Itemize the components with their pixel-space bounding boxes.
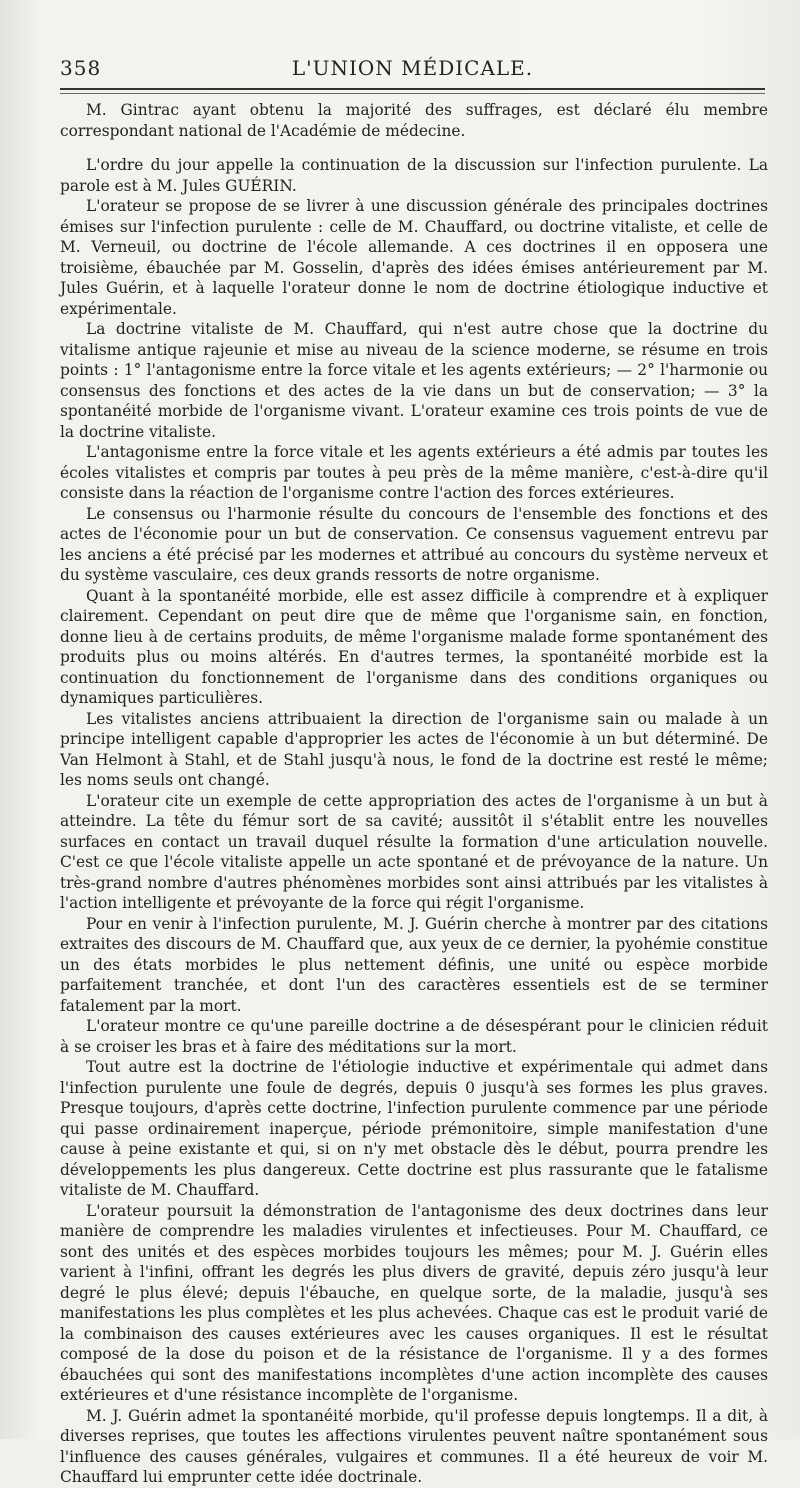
page-number: 358 [60, 56, 102, 80]
paragraph: L'antagonisme entre la force vitale et les agents extérieurs a été admis par toutes les écoles vitalistes et compris par toutes à peu près de la même manière, c'est-à-dire qu'il consiste dans la réaction de l'organisme contre l'action des forces extérieures. [60, 443, 768, 502]
paragraph: Les vitalistes anciens attribuaient la direction de l'organisme sain ou malade à un principe intelligent capable d'approprier les actes de l'économie à un but déterminé. De Van Helmont à Stahl, et de Stahl jusqu'à nous, le fond de la doctrine est resté le même; les noms seuls ont changé. [60, 709, 768, 789]
paragraph: Quant à la spontanéité morbide, elle est assez difficile à comprendre et à expliquer clairement. Cependant on peut dire que de même que l'organisme sain, en fonction, donne lieu à de certains produits, de même l'organisme malade forme spontanément des produits plus ou moins altérés. En d'autres termes, la spontanéité morbide est la continuation du fonctionnement de l'organisme dans des conditions organiques ou dynamiques particulières. [60, 586, 768, 707]
paragraph: Pour en venir à l'infection purulente, M. J. Guérin cherche à montrer par des citations extraites des discours de M. Chauffard que, aux yeux de ce dernier, la pyohémie constitue un des états morbides le plus nettement définis, une unité ou espèce morbide parfaitement tranchée, et dont l'un des caractères essentiels est de se terminer fatalement par la mort. [60, 914, 768, 1015]
article-body [60, 100, 768, 1488]
paragraph: M. J. Guérin admet la spontanéité morbide, qu'il professe depuis longtemps. Il a dit, à diverses reprises, que toutes les affections virulentes peuvent naître spontanément sous l'influence des causes générales, vulgaires et communes. Il a été heureux de voir M. Chauffard lui emprunter cette idée doctrinale. [60, 1406, 768, 1486]
paragraph: La doctrine vitaliste de M. Chauffard, qui n'est autre chose que la doctrine du vitalisme antique rajeunie et mise au niveau de la science moderne, se résume en trois points : 1° l'antagonisme entre la force vitale et les agents extérieurs; — 2° l'harmonie ou consensus des fonctions et des actes de la vie dans un but de conservation; — 3° la spontanéité morbide de l'organisme vivant. L'orateur examine ces trois points de vue de la doctrine vitaliste. [60, 320, 768, 441]
paragraph: L'orateur montre ce qu'une pareille doctrine a de désespérant pour le clinicien réduit à se croiser les bras et à faire des méditations sur la mort. [60, 1017, 768, 1056]
running-title: L'UNION MÉDICALE. [291, 56, 534, 80]
header-rule-thin [60, 93, 765, 94]
paragraph: L'ordre du jour appelle la continuation de la discussion sur l'infection purulente. La parole est à M. Jules GUÉRIN. [60, 156, 768, 195]
paragraph: L'orateur se propose de se livrer à une discussion générale des principales doctrines émises sur l'infection purulente : celle de M. Chauffard, ou doctrine vitaliste, et celle de M. Verneuil, ou doctrine de l'école allemande. A ces doctrines il en opposera une troisième, ébauchée par M. Gosselin, d'après des idées émises antérieurement par M. Jules Guérin, et à laquelle l'orateur donne le nom de doctrine étiologique inductive et expérimentale. [60, 197, 768, 318]
paragraph: Tout autre est la doctrine de l'étiologie inductive et expérimentale qui admet dans l'infection purulente une foule de degrés, depuis 0 jusqu'à ses formes les plus graves. Presque toujours, d'après cette doctrine, l'infection purulente commence par une période qui passe ordinairement inaperçue, période prémonitoire, simple manifestation d'une cause à peine existante et qui, si on n'y met obstacle dès le début, pourra prendre les développements les plus dangereux. Cette doctrine est plus rassurante que le fatalisme vitaliste de M. Chauffard. [60, 1058, 768, 1199]
paragraph: L'orateur cite un exemple de cette appropriation des actes de l'organisme à un but à atteindre. La tête du fémur sort de sa cavité; aussitôt il s'établit entre les nouvelles surfaces en contact un travail duquel résulte la formation d'une articulation nouvelle. C'est ce que l'école vitaliste appelle un acte spontané et de prévoyance de la nature. Un très-grand nombre d'autres phénomènes morbides sont ainsi attribués par les vitalistes à l'action intelligente et prévoyante de la force qui régit l'organisme. [60, 791, 768, 912]
page-header [60, 56, 765, 82]
paragraph: M. Gintrac ayant obtenu la majorité des suffrages, est déclaré élu membre correspondant national de l'Académie de médecine. [60, 101, 768, 140]
paragraph: Le consensus ou l'harmonie résulte du concours de l'ensemble des fonctions et des actes de l'économie pour un but de conservation. Ce consensus vaguement entrevu par les anciens a été précisé par les modernes et attribué au concours du système nerveux et du système vasculaire, ces deux grands ressorts de notre organisme. [60, 504, 768, 584]
paragraph: L'orateur poursuit la démonstration de l'antagonisme des deux doctrines dans leur manière de comprendre les maladies virulentes et infectieuses. Pour M. Chauffard, ce sont des unités et des espèces morbides toujours les mêmes; pour M. J. Guérin elles varient à l'infini, offrant les degrés les plus divers de gravité, depuis zéro jusqu'à leur degré le plus élevé; depuis l'ébauche, en quelque sorte, de la maladie, jusqu'à ses manifestations les plus complètes et les plus achevées. Chaque cas est le produit varié de la combinaison des causes extérieures avec les causes organiques. Il est le résultat composé de la dose du poison et de la résistance de l'organisme. Il y a des formes ébauchées qui sont des manifestations incomplètes d'une action incomplète des causes extérieures et d'une résistance incomplète de l'organisme. [60, 1201, 768, 1404]
header-rule [60, 88, 765, 90]
